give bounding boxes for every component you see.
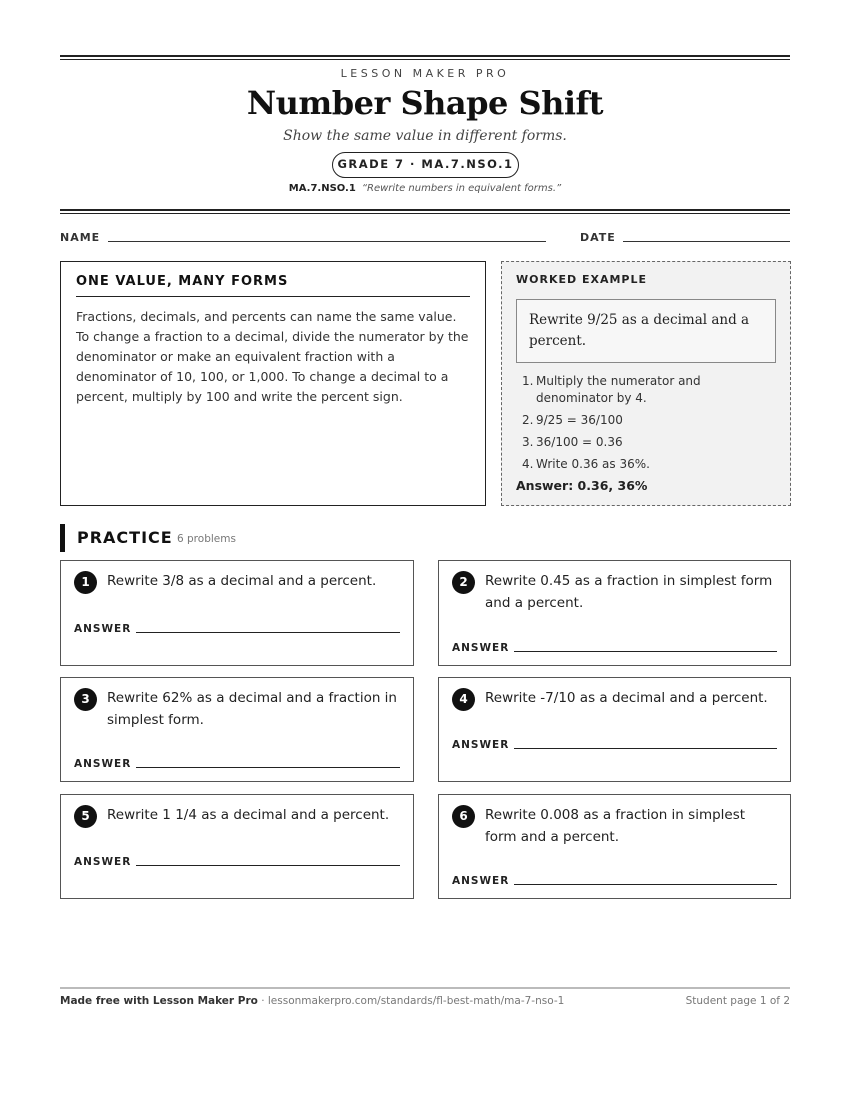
practice-title: PRACTICE [77,528,173,547]
answer-label: ANSWER [74,623,132,635]
problem-prompt: Rewrite 0.008 as a fraction in simplest form and a percent. [485,807,746,845]
problem-prompt: Rewrite 1 1/4 as a decimal and a percent. [107,807,390,823]
date-label: DATE [580,231,616,244]
answer-label: ANSWER [452,739,510,751]
problem-prompt: Rewrite 3/8 as a decimal and a percent. [107,573,377,589]
worked-example-box [501,261,791,506]
problem-prompt: Rewrite 62% as a decimal and a fraction in simplest form. [107,690,397,728]
problem-number-badge: 2 [452,571,475,594]
top-double-rule [60,55,790,57]
concept-title: ONE VALUE, MANY FORMS [76,274,470,297]
footer-rule [60,987,790,989]
problem-card-6 [438,794,791,899]
problem-card-3 [60,677,414,782]
answer-label: ANSWER [452,642,510,654]
brand-name: LESSON MAKER PRO [340,67,510,80]
standard-text: “Rewrite numbers in equivalent forms.” [361,183,562,194]
worked-step: 4. Write 0.36 as 36%. [522,457,650,471]
problem-card-5 [60,794,414,899]
date-field[interactable] [623,241,790,242]
footer-credit [60,995,564,1007]
problem-number-badge: 3 [74,688,97,711]
worked-example-problem: Rewrite 9/25 as a decimal and a percent. [516,299,776,363]
practice-count: 6 problems [177,533,236,545]
problem-card-1 [60,560,414,666]
name-label: NAME [60,231,101,244]
worked-example-steps [516,373,776,473]
answer-field[interactable] [136,865,400,866]
problem-card-4 [438,677,791,782]
answer-field[interactable] [514,651,777,652]
practice-accent-bar [60,524,65,552]
standard-description [0,183,850,194]
concept-box [60,261,486,506]
answer-field[interactable] [136,632,400,633]
worksheet-subtitle: Show the same value in different forms. [283,128,567,144]
worksheet-title: Number Shape Shift [246,84,604,122]
problem-prompt: Rewrite 0.45 as a fraction in simplest form and a percent. [485,573,773,611]
concept-body: Fractions, decimals, and percents can name the same value. To change a fraction to a decimal, divide the numerator by the denominator or make an equivalent fraction with a denominator of 10, 100, or 1,000. To change a decimal to a percent, multiply by 100 and write the percent sign. [76,309,469,404]
problem-number-badge: 4 [452,688,475,711]
problem-number-badge: 5 [74,805,97,828]
answer-label: ANSWER [452,875,510,887]
grade-standard-badge: GRADE 7 · MA.7.NSO.1 [332,152,519,178]
standard-code: MA.7.NSO.1 [288,183,356,194]
answer-field[interactable] [514,748,777,749]
footer-made-with: Made free with Lesson Maker Pro [60,995,258,1007]
worked-example-title: WORKED EXAMPLE [516,273,647,286]
worked-example-answer: Answer: 0.36, 36% [516,478,648,493]
footer-url[interactable]: · lessonmakerpro.com/standards/fl-best-math/ma-7-nso-1 [261,995,565,1007]
header-bottom-double-rule [60,209,790,211]
problem-number-badge: 6 [452,805,475,828]
answer-field[interactable] [136,767,400,768]
problem-number-badge: 1 [74,571,97,594]
worked-step: 2. 9/25 = 36/100 [522,413,623,427]
worked-step: 3. 36/100 = 0.36 [522,435,623,449]
name-field[interactable] [108,241,546,242]
footer-page-number: Student page 1 of 2 [685,995,790,1007]
worked-step: 1. Multiply the numerator and denominator by 4. [522,374,701,405]
problem-prompt: Rewrite -7/10 as a decimal and a percent. [485,690,768,706]
answer-label: ANSWER [74,758,132,770]
answer-label: ANSWER [74,856,132,868]
problem-card-2 [438,560,791,666]
answer-field[interactable] [514,884,777,885]
